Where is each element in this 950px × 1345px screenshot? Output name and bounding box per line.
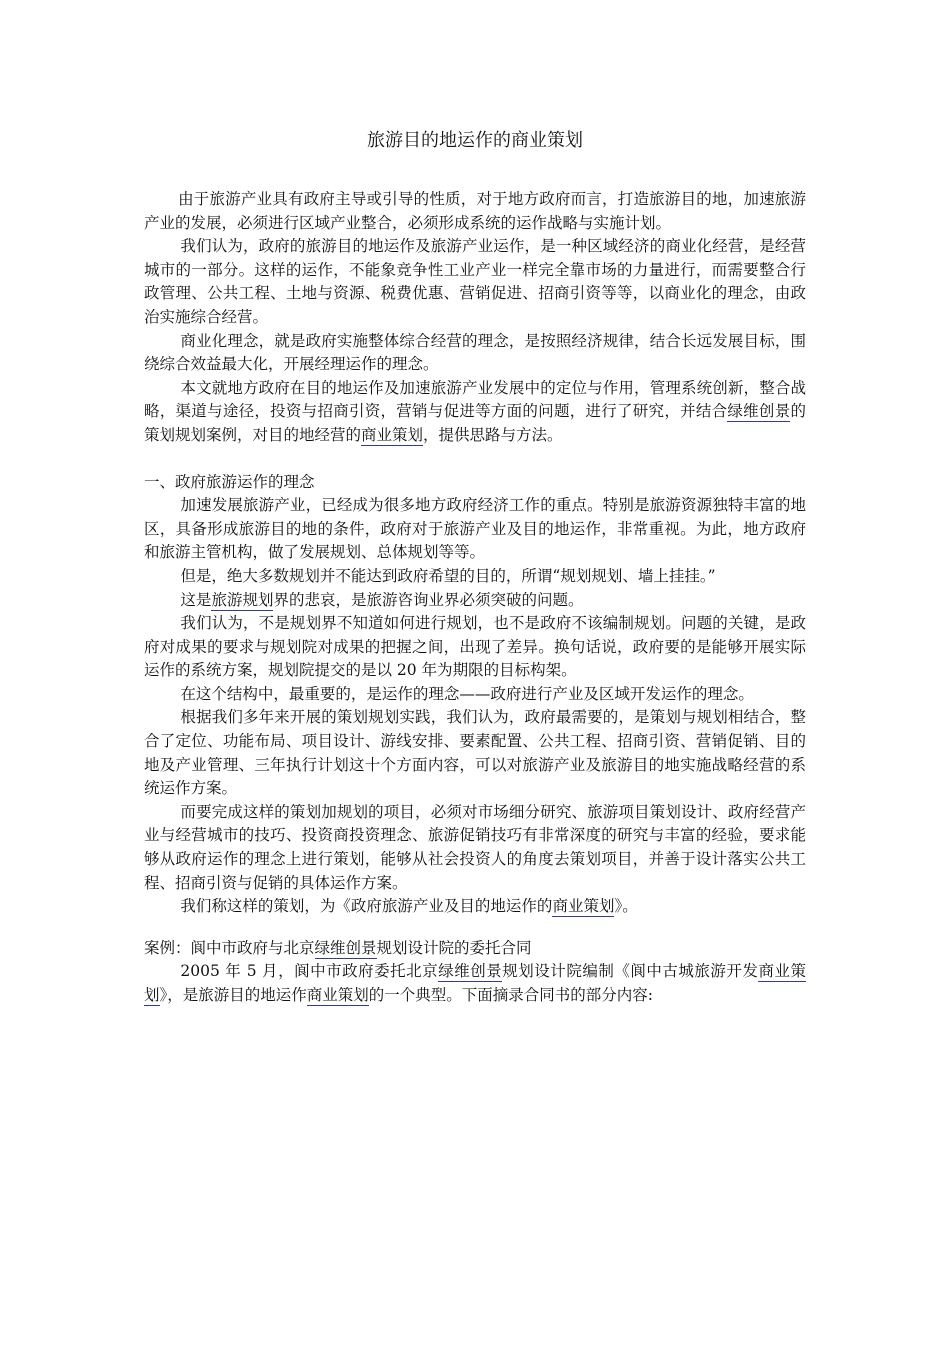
text: 我们称这样的策划，为《政府旅游产业及目的地运作的 [180,897,553,916]
text: 的一个典型。下面摘录合同书的部分内容: [368,986,654,1004]
paragraph-intro: 由于旅游产业具有政府主导或引导的性质，对于地方政府而言，打造旅游目的地，加速旅游产业的发展，必须进行区域产业整合，必须形成系统的运作战略与实施计划。 [144,190,806,232]
paragraph-commercial-concept: 商业化理念，就是政府实施整体综合经营的理念，是按照经济规律，结合长远发展目标，围绕综合效益最大化，开展经理运作的理念。 [144,331,806,374]
case-heading [144,937,806,961]
text: ，提供思路与方法。 [423,425,563,444]
paragraph-structure: 在这个结构中，最重要的，是运作的理念——政府进行产业及区域开发运作的理念。 [180,684,754,703]
text: 规划设计院的委托合同 [376,938,532,957]
paragraph-but: 但是，绝大多数规划并不能达到政府希望的目的，所谓“规划规划、墙上挂挂。” [180,566,716,585]
text: 这是 [180,590,212,609]
link-business-planning-2[interactable]: 商业策划 [552,897,615,916]
text: 界的悲哀，是旅游咨询业界必须突破的问题。 [273,590,584,609]
text: 》。 [614,897,638,916]
paragraph-requirements: 而要完成这样的策划加规划的项目，必须对市场细分研究、旅游项目策划设计、政府经营产业与经营城市的技巧、投资商投资理念、旅游促销技巧有非常深度的研究与丰富的经验，要求能够从政府运作的理念上进行策划，能够从社会投资人的角度去策划项目，并善于设计落实公共工程、招商引资与促销的具体运作方案。 [144,802,806,892]
text: 规划设计院编制《阆中古城旅游开发 [502,962,759,981]
link-tourism-planning[interactable]: 旅游规划 [211,590,274,609]
link-lvwei[interactable]: 绿维创景 [727,402,791,421]
paragraph-practice: 根据我们多年来开展的策划规划实践，我们认为，政府最需要的，是策划与规划相结合，整合了定位、功能布局、项目设计、游线安排、要素配置、公共工程、招商引资、营销促销、目的地及产业管理、三年执行计划这十个方面内容，可以对旅游产业及旅游目的地实施战略经营的系统运作方案。 [144,708,806,798]
paragraph-sorrow [144,589,806,613]
paragraph-article-scope [144,377,806,448]
text: 本文就地方政府在目的地运作及加速旅游产业发展中的定位与作用，管理系统创新，整合战略，渠道与途径，投资与招商引资，营销与促进等方面的问题，进行了研究，并结合 [144,378,806,421]
paragraph-development: 加速发展旅游产业，已经成为很多地方政府经济工作的重点。特别是旅游资源独特丰富的地区，具备形成旅游目的地的条件，政府对于旅游产业及目的地运作，非常重视。为此，地方政府和旅游主管机构，做了发展规划、总体规划等等。 [144,496,806,562]
link-business-planning-4[interactable]: 商业策划 [306,986,369,1004]
spacer [144,448,806,471]
paragraph-key-issue: 我们认为，不是规划界不知道如何进行规划，也不是政府不该编制规划。问题的关键，是政府对成果的要求与规划院对成果的把握之间，出现了差异。换句话说，政府要的是能够开展实际运作的系统方案，规划院提交的是以 20 年为期限的目标构架。 [144,614,806,680]
paragraph-naming [144,895,806,919]
text: 案例：阆中市政府与北京 [144,938,315,957]
text: 》，是旅游目的地运作 [159,986,307,1004]
document-body [144,188,806,1008]
link-lvwei-3[interactable]: 绿维创景 [438,962,503,981]
paragraph-case [144,960,806,1007]
document-title: 旅游目的地运作的商业策划 [367,130,583,151]
spacer [144,919,806,937]
link-lvwei-2[interactable]: 绿维创景 [314,938,377,957]
paragraph-government-operation: 我们认为，政府的旅游目的地运作及旅游产业运作，是一种区域经济的商业化经营，是经营城市的一部分。这样的运作，不能象竞争性工业产业一样完全靠市场的力量进行，而需要整合行政管理、公共工程、土地与资源、税费优惠、营销促进、招商引资等等，以商业化的理念，由政治实施综合经营。 [144,237,806,326]
section-heading-1: 一、政府旅游运作的理念 [144,472,315,491]
text: 的策划规划案例，对目的地经营的 [144,402,806,444]
text: 2005 年 5 月，阆中市政府委托北京 [180,962,439,981]
link-business-planning[interactable]: 商业策划 [361,425,424,444]
link-business-planning-3[interactable]: 商业策划 [144,962,806,1004]
